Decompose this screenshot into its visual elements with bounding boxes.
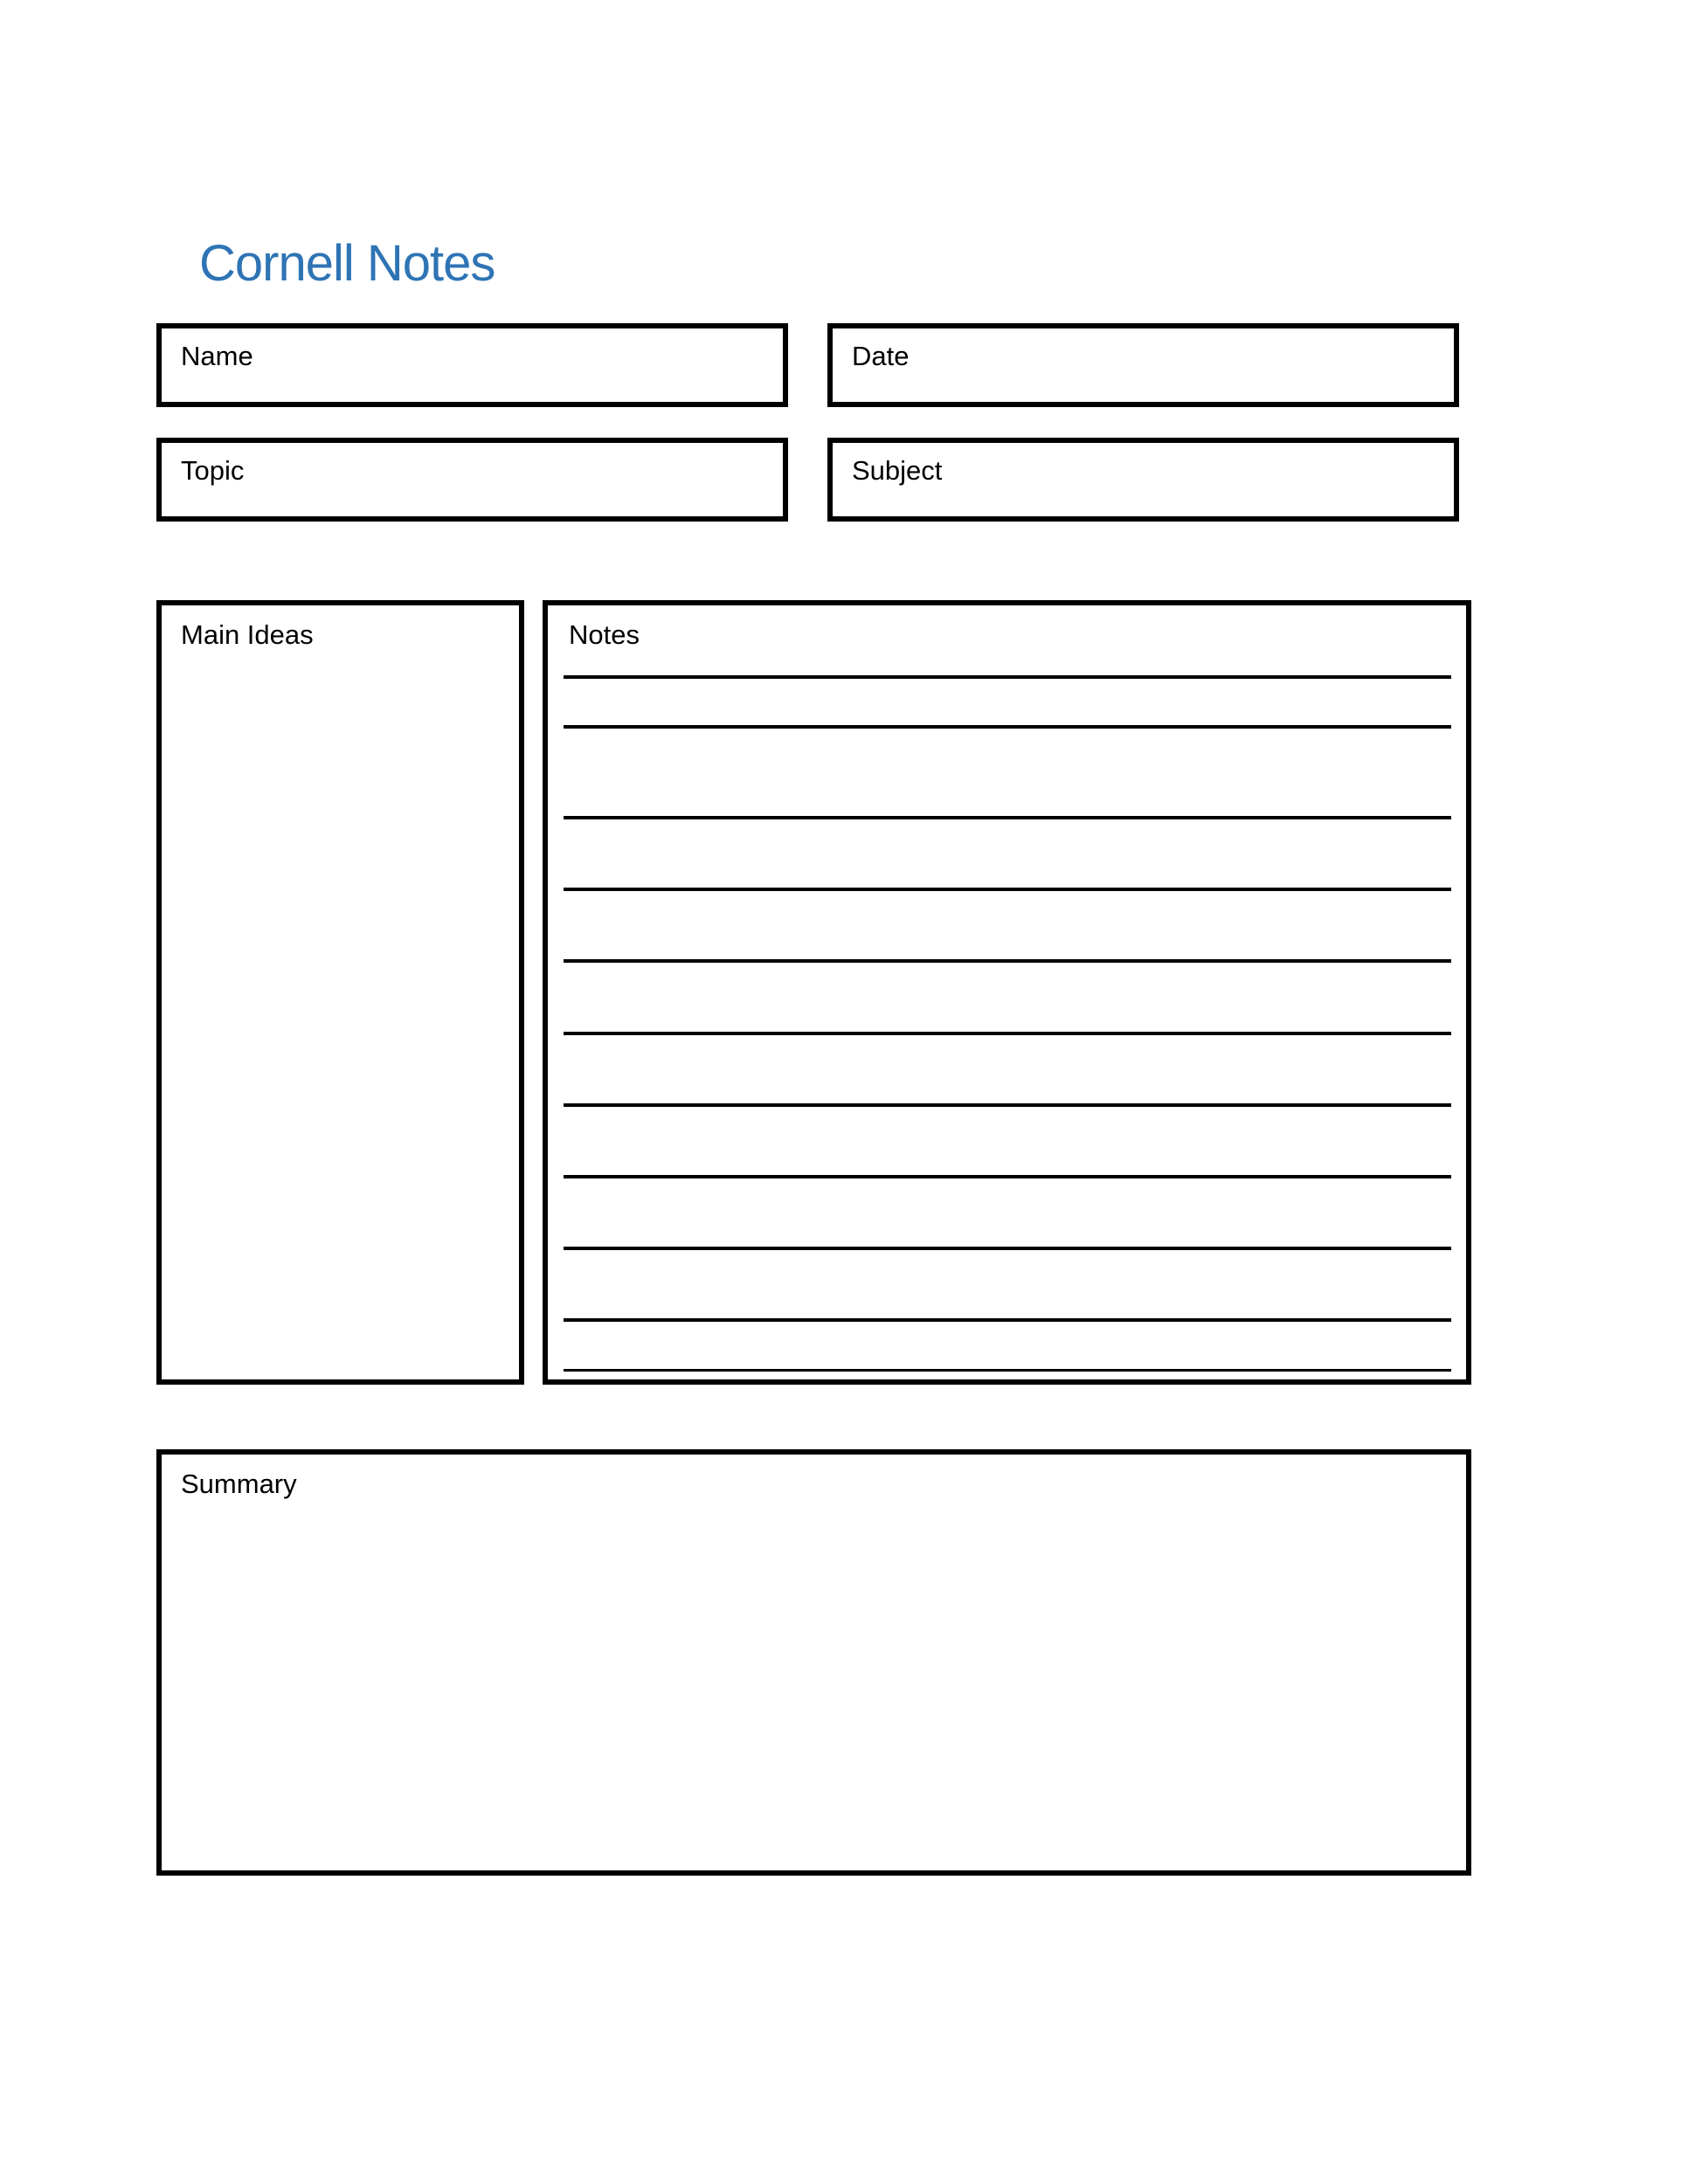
notes-rule	[564, 1369, 1451, 1372]
summary-box[interactable]	[156, 1449, 1471, 1876]
summary-label: Summary	[181, 1469, 297, 1499]
name-field[interactable]	[156, 323, 788, 407]
page-title: Cornell Notes	[199, 235, 495, 292]
notes-rule	[564, 1318, 1451, 1322]
notes-rule	[564, 1103, 1451, 1107]
name-label: Name	[181, 341, 253, 371]
notes-rule	[564, 816, 1451, 819]
main-ideas-label: Main Ideas	[181, 619, 314, 650]
date-label: Date	[852, 341, 910, 371]
subject-label: Subject	[852, 455, 943, 486]
notes-rule	[564, 1175, 1451, 1178]
notes-label: Notes	[569, 619, 640, 650]
notes-rule	[564, 675, 1451, 679]
main-ideas-box[interactable]	[156, 600, 524, 1385]
subject-field[interactable]	[827, 438, 1459, 522]
notes-rule	[564, 1247, 1451, 1250]
date-field[interactable]	[827, 323, 1459, 407]
notes-rule	[564, 959, 1451, 963]
notes-rule	[564, 725, 1451, 729]
notes-rule	[564, 888, 1451, 891]
topic-label: Topic	[181, 455, 245, 486]
topic-field[interactable]	[156, 438, 788, 522]
notes-rule	[564, 1032, 1451, 1035]
notes-box[interactable]	[543, 600, 1471, 1385]
